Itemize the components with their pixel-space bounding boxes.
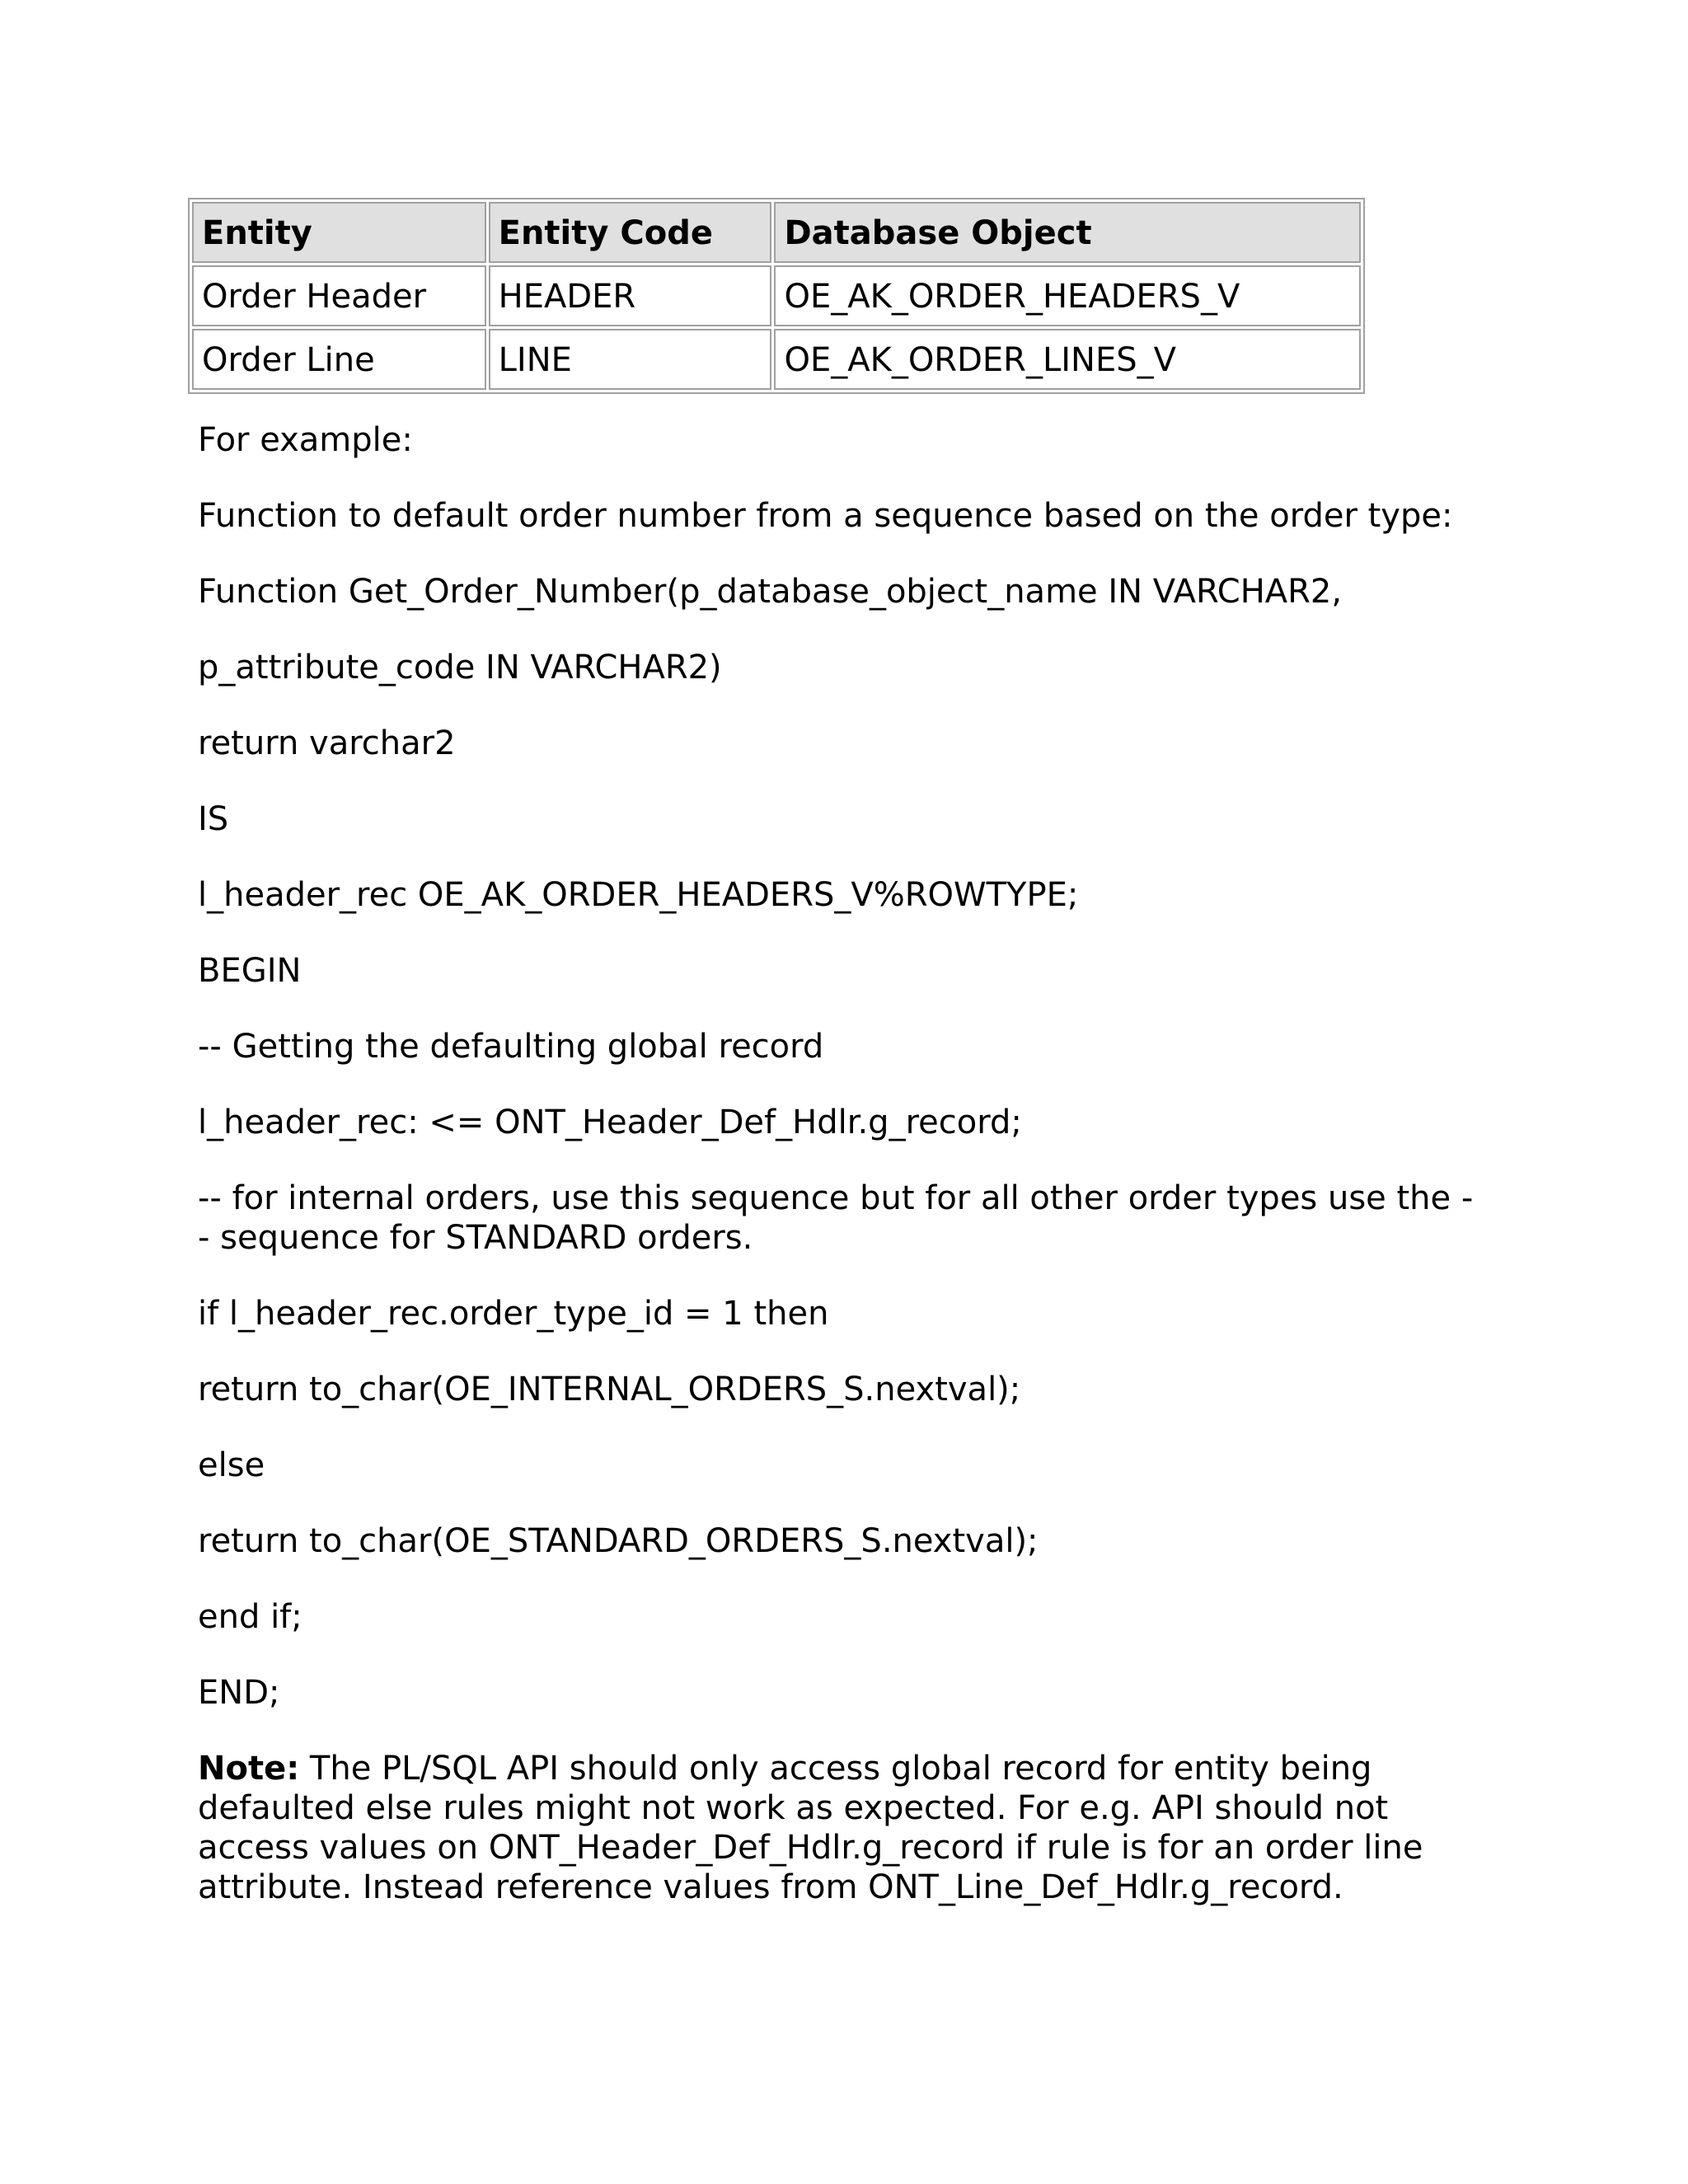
code-line: if l_header_rec.order_type_id = 1 then (198, 1295, 829, 1333)
code-line: IS (198, 800, 229, 838)
code-line: l_header_rec OE_AK_ORDER_HEADERS_V%ROWTYPE; (198, 876, 1079, 914)
code-comment: -- Getting the defaulting global record (198, 1028, 824, 1066)
table-cell: OE_AK_ORDER_HEADERS_V (774, 265, 1361, 326)
note-text: The PL/SQL API should only access global record for entity being defaulted else rules might not work as expected. For e.g. API should not access values on ONT_Header_Def_Hdlr.g_record if rule is for an order line attribute. Instead reference values from ONT_Line_Def_Hdlr.g_record. (198, 1750, 1423, 1906)
table-row (192, 329, 1361, 390)
code-comment: -- for internal orders, use this sequence but for all other order types use the -- sequence for STANDARD orders. (198, 1179, 1474, 1257)
document-body (198, 412, 1484, 1943)
table-cell: HEADER (489, 265, 772, 326)
code-line: l_header_rec: <= ONT_Header_Def_Hdlr.g_record; (198, 1104, 1022, 1141)
code-line: else (198, 1446, 265, 1484)
paragraph: Function to default order number from a sequence based on the order type: (198, 497, 1453, 535)
code-line: end if; (198, 1598, 302, 1636)
code-line: return varchar2 (198, 724, 456, 762)
column-header-entity: Entity (192, 202, 486, 263)
table-cell: Order Header (192, 265, 486, 326)
column-header-database-object: Database Object (774, 202, 1361, 263)
note-label: Note: (198, 1750, 300, 1788)
code-line: return to_char(OE_INTERNAL_ORDERS_S.nextval); (198, 1371, 1021, 1408)
paragraph: For example: (198, 421, 413, 459)
table-cell: LINE (489, 329, 772, 390)
table-cell: Order Line (192, 329, 486, 390)
code-line: END; (198, 1674, 280, 1712)
code-line: BEGIN (198, 952, 302, 990)
code-line: p_attribute_code IN VARCHAR2) (198, 649, 722, 687)
note-paragraph (198, 1749, 1484, 1907)
entity-table (188, 198, 1365, 394)
table-header-row (192, 202, 1361, 263)
table-row (192, 265, 1361, 326)
code-line: Function Get_Order_Number(p_database_object_name IN VARCHAR2, (198, 573, 1343, 611)
column-header-entity-code: Entity Code (489, 202, 772, 263)
code-line: return to_char(OE_STANDARD_ORDERS_S.nextval); (198, 1522, 1039, 1560)
table-cell: OE_AK_ORDER_LINES_V (774, 329, 1361, 390)
